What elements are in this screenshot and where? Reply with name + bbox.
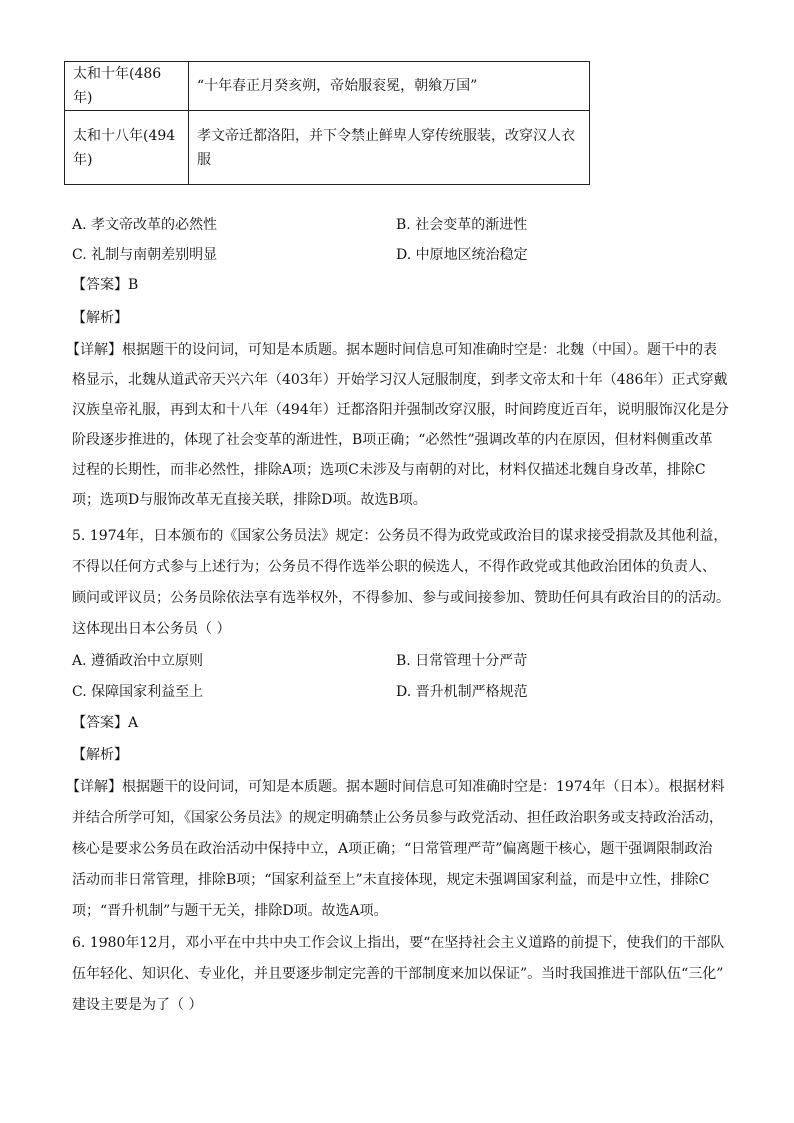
source-table [64,61,590,185]
table-cell-period: 太和十年(486年) [65,62,189,111]
period-line: 太和十八年(494 [73,127,176,144]
answer-label: 【答案】B [72,277,139,293]
table-cell-period [65,111,189,185]
question-stem-line: 顾问或评议员；公务员除依法享有选举权外，不得参加、参与或间接参加、赞助任何具有政治目的的活动。 [72,590,730,606]
question-stem-line: 6. 1980年12月，邓小平在中共中央工作会议上指出，要“在坚持社会主义道路的前提下，使我们的干部队 [72,935,725,951]
detail-line: 项；“晋升机制”与题干无关，排除D项。故选A项。 [72,903,388,919]
option-a: A. 孝文帝改革的必然性 [72,217,218,233]
detail-line: 阶段逐步推进的，体现了社会变革的渐进性，B项正确；“必然性”强调改革的内在原因，但材料侧重改革 [72,432,713,448]
detail-line: 并结合所学可知，《国家公务员法》的规定明确禁止公务员参与政党活动、担任政治职务或支持政治活动， [72,810,723,826]
detail-line: 汉族皇帝礼服，再到太和十八年（494年）迁都洛阳并强制改穿汉服，时间跨度近百年，说明服饰汉化是分 [72,402,729,418]
table-cell-content: 孝文帝迁都洛阳，并下令禁止鲜卑人穿传统服装，改穿汉人衣服 [189,111,590,185]
detail-line: 活动而非日常管理，排除B项；“国家利益至上”未直接体现，规定未强调国家利益，而是中立性，排除C [72,872,710,888]
question-stem-line: 5. 1974年，日本颁布的《国家公务员法》规定：公务员不得为政党或政治目的谋求接受捐款及其他利益， [72,528,728,544]
detail-line: 格显示，北魏从道武帝天兴六年（403年）开始学习汉人冠服制度，到孝文帝太和十年（486年）正式穿戴 [72,372,728,388]
option-a: A. 遵循政治中立原则 [72,653,204,669]
period-line: 年) [73,151,93,168]
table-row [65,62,590,111]
table-row [65,111,590,185]
answer-label: 【答案】A [72,715,139,731]
detail-line: 【详解】根据题干的设问词，可知是本质题。据本题时间信息可知准确时空是：1974年（日本）。根据材料 [66,779,725,795]
analysis-label: 【解析】 [72,747,128,763]
table-cell-content: “十年春正月癸亥朔，帝始服衮冕，朝飨万国” [189,62,590,111]
option-c: C. 保障国家利益至上 [72,684,204,700]
analysis-label: 【解析】 [72,310,128,326]
detail-line: 核心是要求公务员在政治活动中保持中立，A项正确；“日常管理严苛”偏离题干核心，题干强调限制政治 [72,841,713,857]
question-stem-line: 伍年轻化、知识化、专业化，并且要逐步制定完善的干部制度来加以保证”。当时我国推进干部队伍“三化” [72,966,724,982]
option-b: B. 社会变革的渐进性 [396,217,528,233]
question-stem-line: 建设主要是为了（ ） [72,997,203,1013]
detail-line: 过程的长期性，而非必然性，排除A项；选项C未涉及与南朝的对比，材料仅描述北魏自身改革，排除C [72,462,706,478]
option-b: B. 日常管理十分严苛 [396,653,528,669]
option-d: D. 晋升机制严格规范 [396,684,528,700]
option-c: C. 礼制与南朝差别明显 [72,247,218,263]
question-stem-line: 这体现出日本公务员（ ） [72,621,231,637]
option-d: D. 中原地区统治稳定 [396,247,528,263]
question-stem-line: 不得以任何方式参与上述行为；公务员不得作选举公职的候选人，不得作政党或其他政治团体的负责人、 [72,559,716,575]
detail-line: 【详解】根据题干的设问词，可知是本质题。据本题时间信息可知准确时空是：北魏（中国）。题干中的表 [66,342,717,358]
detail-line: 项；选项D与服饰改革无直接关联，排除D项。故选B项。 [72,492,427,508]
